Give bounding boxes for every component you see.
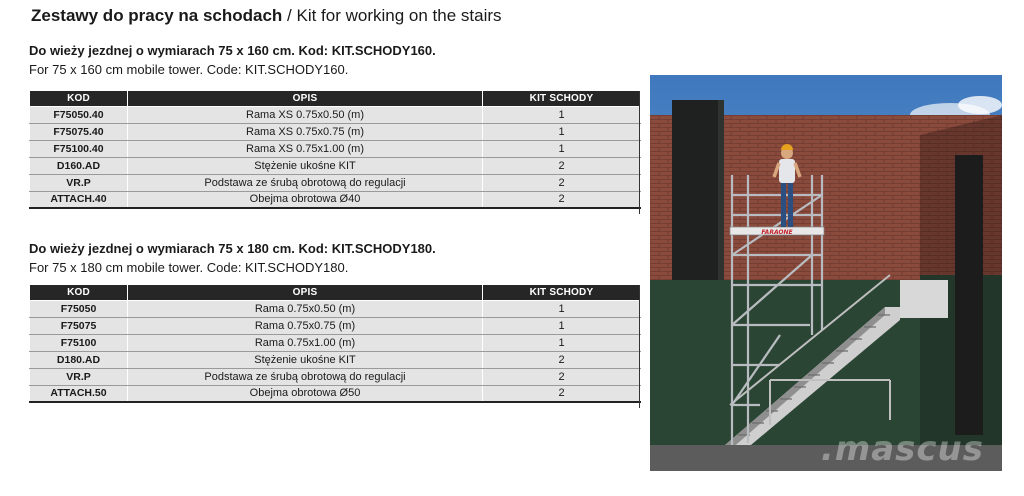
cell-description: Rama 0.75x1.00 (m) [128, 334, 483, 351]
title-english: Kit for working on the stairs [296, 6, 502, 25]
platform-brand-label: FARAONE [761, 229, 793, 236]
cell-quantity: 1 [483, 334, 641, 351]
cell-quantity: 1 [483, 317, 641, 334]
table-row [30, 385, 641, 402]
table-row [30, 317, 641, 334]
wall-panel [900, 280, 948, 318]
cell-quantity: 1 [483, 140, 641, 157]
section-1-subheading: For 75 x 160 cm mobile tower. Code: KIT.SCHODY160. [29, 62, 349, 77]
cell-quantity: 1 [483, 106, 641, 123]
table-row [30, 334, 641, 351]
cell-code: F75050 [30, 300, 128, 317]
cell-code: F75075 [30, 317, 128, 334]
cell-code: ATTACH.40 [30, 191, 128, 208]
cell-code: F75050.40 [30, 106, 128, 123]
table-row [30, 106, 641, 123]
table-row [30, 140, 641, 157]
cell-code: D180.AD [30, 351, 128, 368]
cell-description: Podstawa ze śrubą obrotową do regulacji [128, 368, 483, 385]
kit-table-180 [29, 285, 641, 403]
cell-quantity: 1 [483, 123, 641, 140]
column-header-quantity: KIT SCHODY [483, 285, 641, 300]
cell-description: Rama 0.75x0.75 (m) [128, 317, 483, 334]
cell-code: D160.AD [30, 157, 128, 174]
cell-code: F75075.40 [30, 123, 128, 140]
table-row [30, 123, 641, 140]
cell-code: F75100.40 [30, 140, 128, 157]
column-header-code: KOD [30, 285, 128, 300]
column-header-quantity: KIT SCHODY [483, 91, 641, 106]
cloud [958, 96, 1002, 114]
table-row [30, 157, 641, 174]
table-row [30, 174, 641, 191]
table-row [30, 300, 641, 317]
title-separator: / [282, 6, 297, 25]
column-header-description: OPIS [128, 91, 483, 106]
stair-scaffold-illustration [650, 75, 1002, 471]
table-row [30, 191, 641, 208]
cell-description: Rama XS 0.75x0.75 (m) [128, 123, 483, 140]
cell-quantity: 2 [483, 191, 641, 208]
cell-code: ATTACH.50 [30, 385, 128, 402]
cell-quantity: 2 [483, 157, 641, 174]
cell-quantity: 2 [483, 385, 641, 402]
table-header-row [30, 91, 641, 106]
cell-code: VR.P [30, 174, 128, 191]
cell-quantity: 2 [483, 351, 641, 368]
table-right-edge [639, 285, 640, 408]
page-title [31, 6, 502, 26]
cell-description: Rama XS 0.75x0.50 (m) [128, 106, 483, 123]
table-right-edge [639, 91, 640, 214]
cell-description: Stężenie ukośne KIT [128, 157, 483, 174]
table-header-row [30, 285, 641, 300]
kit-table-160 [29, 91, 641, 209]
section-2-heading: Do wieży jezdnej o wymiarach 75 x 180 cm. Kod: KIT.SCHODY180. [29, 241, 436, 256]
cell-description: Podstawa ze śrubą obrotową do regulacji [128, 174, 483, 191]
column-header-code: KOD [30, 91, 128, 106]
cell-code: VR.P [30, 368, 128, 385]
cell-quantity: 2 [483, 174, 641, 191]
table-row [30, 368, 641, 385]
cell-description: Rama XS 0.75x1.00 (m) [128, 140, 483, 157]
table-row [30, 351, 641, 368]
cell-description: Rama 0.75x0.50 (m) [128, 300, 483, 317]
cell-quantity: 1 [483, 300, 641, 317]
section-1-heading: Do wieży jezdnej o wymiarach 75 x 160 cm. Kod: KIT.SCHODY160. [29, 43, 436, 58]
cell-description: Obejma obrotowa Ø40 [128, 191, 483, 208]
cell-code: F75100 [30, 334, 128, 351]
section-2-subheading: For 75 x 180 cm mobile tower. Code: KIT.SCHODY180. [29, 260, 349, 275]
title-polish: Zestawy do pracy na schodach [31, 6, 283, 25]
column-header-description: OPIS [128, 285, 483, 300]
scaffold-scene [650, 75, 1002, 471]
cell-description: Stężenie ukośne KIT [128, 351, 483, 368]
cell-description: Obejma obrotowa Ø50 [128, 385, 483, 402]
cell-quantity: 2 [483, 368, 641, 385]
door [955, 155, 983, 435]
watermark: .mascus [820, 429, 984, 469]
